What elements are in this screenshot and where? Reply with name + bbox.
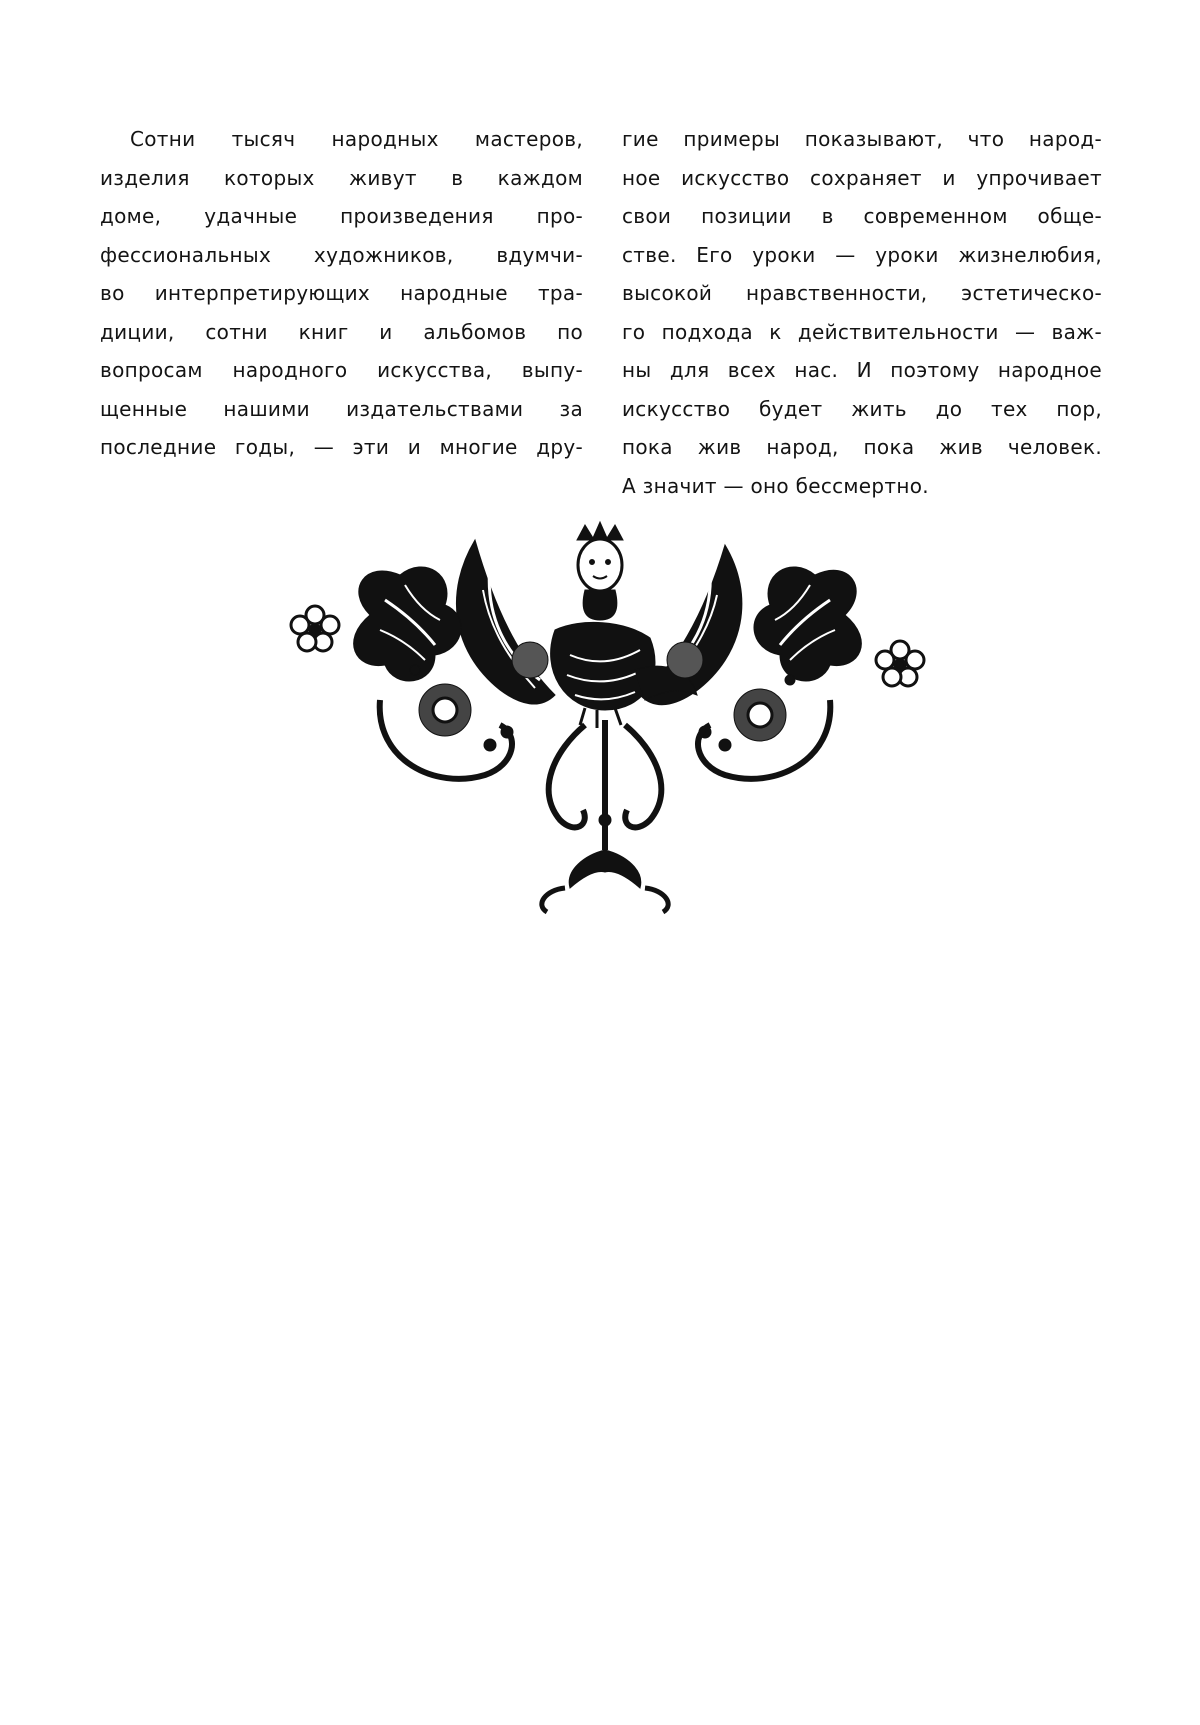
text-line: пока жив народ, пока жив человек. <box>622 435 1102 459</box>
text-line: искусство будет жить до тех пор, <box>622 396 1102 421</box>
text-line: Сотни тысяч народных мастеров, <box>130 127 583 151</box>
text-line: стве. Его уроки — уроки жизнелюбия, <box>622 242 1102 267</box>
text-line: ное искусство сохраняет и упрочивает <box>622 165 1102 190</box>
text-line: изделия которых живут в каждом <box>100 165 583 190</box>
text-column-right <box>622 120 1102 505</box>
text-column-left <box>100 120 583 467</box>
text-line: свои позиции в современном обще- <box>622 204 1102 228</box>
text-line: вопросам народного искусства, выпу- <box>100 358 583 382</box>
text-line: щенные нашими издательствами за <box>100 396 583 421</box>
text-line: го подхода к действительности — важ- <box>622 319 1102 344</box>
text-line: доме, удачные произведения про- <box>100 204 583 228</box>
text-line: ны для всех нас. И поэтому народное <box>622 358 1102 382</box>
flower-left-icon <box>291 606 339 651</box>
text-line: фессиональных художников, вдумчи- <box>100 242 583 267</box>
text-line: А значит — оно бессмертно. <box>622 473 929 498</box>
bird-head-icon <box>577 522 623 620</box>
text-line: во интерпретирующих народные тра- <box>100 281 583 305</box>
leaf-cluster-left-icon <box>354 567 461 681</box>
bird-wing-left-icon <box>456 540 555 704</box>
text-line: последние годы, — эти и многие дру- <box>100 435 583 459</box>
leaf-cluster-right-icon <box>754 567 861 681</box>
text-line: гие примеры показывают, что народ- <box>622 127 1102 151</box>
flower-right-icon <box>876 641 924 686</box>
text-line: высокой нравственности, эстетическо- <box>622 281 1102 305</box>
text-line: диции, сотни книг и альбомов по <box>100 319 583 344</box>
folk-ornament-bird-icon <box>285 520 975 915</box>
